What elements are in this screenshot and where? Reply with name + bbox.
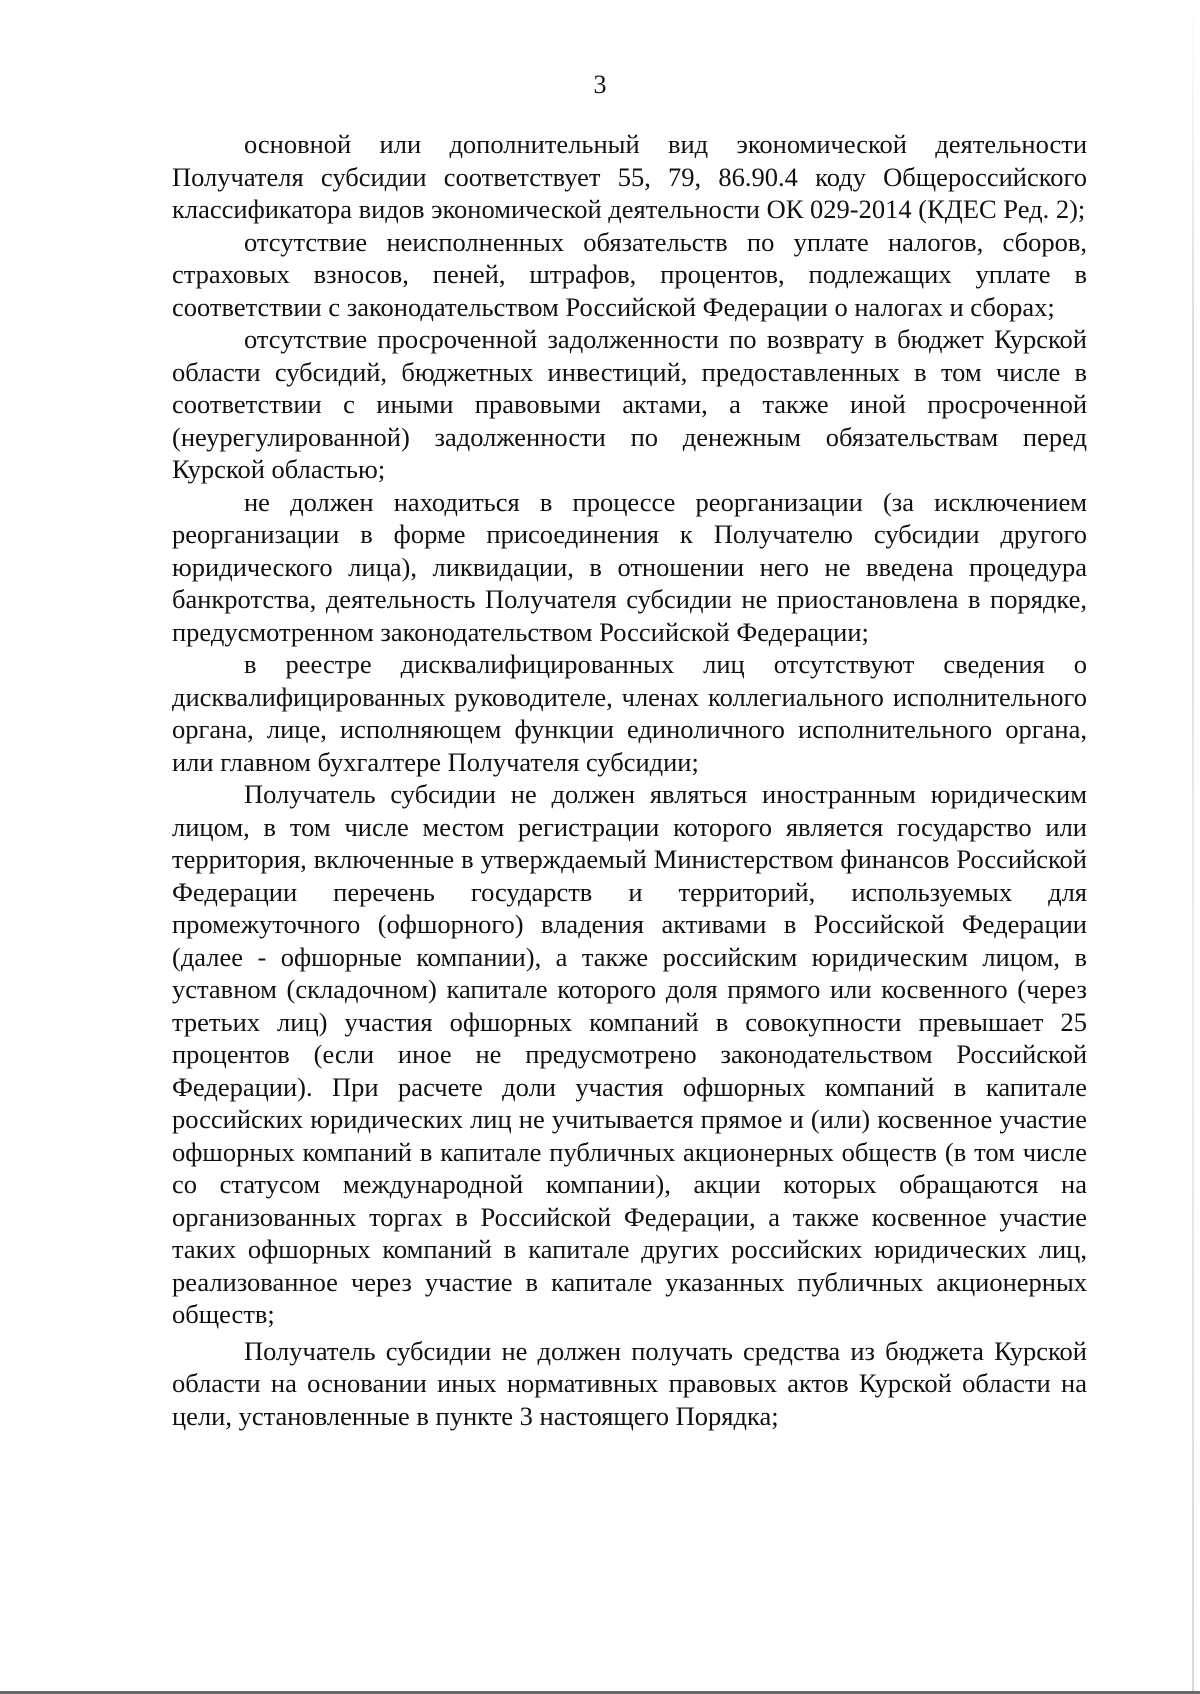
- paragraph-disqualified-registry: в реестре дисквалифицированных лиц отсутствуют сведения о дисквалифицированных руководителе, членах коллегиального исполнительного органа, лице, исполняющем функции единоличного исполнительного органа, или главном бухгалтере Получателя субсидии;: [172, 649, 1087, 777]
- paragraph-offshore-companies: Получатель субсидии не должен являться иностранным юридическим лицом, в том числе местом регистрации которого является государство или территория, включенные в утверждаемый Министерством финансов Российской Федерации перечень государств и территорий, используемых для промежуточного (офшорного) владения активами в Российской Федерации (далее - офшорные компании), а также российским юридическим лицом, в уставном (складочном) капитале которого доля прямого или косвенного (через третьих лиц) участия офшорных компаний в совокупности превышает 25 процентов (если иное не предусмотрено законодательством Российской Федерации). При расчете доли участия офшорных компаний в капитале российских юридических лиц не учитывается прямое и (или) косвенное участие офшорных компаний в капитале публичных акционерных обществ (в том числе со статусом международной компании), акции которых обращаются на организованных торгах в Российской Федерации, а также косвенное участие таких офшорных компаний в капитале других российских юридических лиц, реализованное через участие в капитале указанных публичных акционерных обществ;: [172, 779, 1087, 1329]
- paragraph-no-reorganization: не должен находиться в процессе реорганизации (за исключением реорганизации в форме присоединения к Получателю субсидии другого юридического лица), ликвидации, в отношении него не введена процедура банкротства, деятельность Получателя субсидии не приостановлена в порядке, предусмотренном законодательством Российской Федерации;: [172, 486, 1087, 647]
- document-body: [172, 128, 1087, 1432]
- paragraph-no-overdue-debts: отсутствие просроченной задолженности по возврату в бюджет Курской области субсидий, бюджетных инвестиций, предоставленных в том числе в соответствии с иными правовыми актами, а также иной просроченной (неурегулированной) задолженности по денежным обязательствам перед Курской областью;: [172, 324, 1087, 484]
- paragraph-no-other-funds: Получатель субсидии не должен получать средства из бюджета Курской области на основании иных нормативных правовых актов Курской области на цели, установленные в пункте 3 настоящего Порядка;: [172, 1335, 1087, 1431]
- paragraph-activity-code: основной или дополнительный вид экономической деятельности Получателя субсидии соответствует 55, 79, 86.90.4 коду Общероссийского классификатора видов экономической деятельности ОК 029-2014 (КДЕС Ред. 2);: [172, 129, 1087, 224]
- page-number: 3: [593, 70, 607, 99]
- scan-edge-right: [1192, 0, 1194, 1694]
- paragraph-no-tax-debts: отсутствие неисполненных обязательств по уплате налогов, сборов, страховых взносов, пеней, штрафов, процентов, подлежащих уплате в соответствии с законодательством Российской Федерации о налогах и сборах;: [172, 226, 1087, 322]
